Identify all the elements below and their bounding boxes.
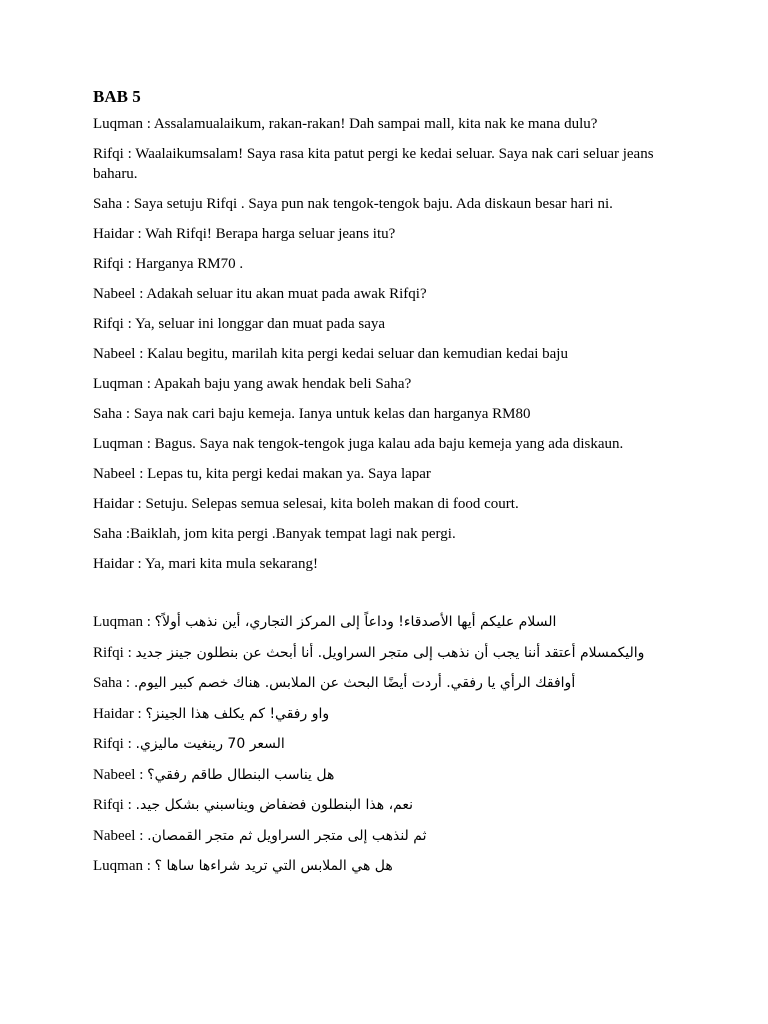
arabic-dialogue-line (93, 643, 683, 664)
speaker-label: Rifqi : (93, 644, 136, 661)
arabic-text: هل يناسب البنطال طاقم رفقي؟ (147, 766, 335, 783)
arabic-dialogue-line (93, 826, 683, 847)
speaker-label: Nabeel : (93, 827, 148, 844)
arabic-dialogue (93, 612, 683, 877)
speaker-label: Saha : (93, 675, 134, 691)
arabic-text: ثم لنذهب إلى متجر السراويل ثم متجر القمصان. (147, 827, 427, 844)
section-gap (93, 584, 683, 612)
dialogue-line: Haidar : Setuju. Selepas semua selesai, kita boleh makan di food court. (93, 496, 519, 512)
arabic-dialogue-line (93, 856, 683, 877)
arabic-dialogue-line (93, 673, 683, 694)
arabic-text: أوافقك الرأي يا رفقي. أردت أيضًا البحث عن الملابس. هناك خصم كبير اليوم. (133, 675, 576, 691)
speaker-label: Luqman : (93, 858, 155, 874)
dialogue-line: Saha :Baiklah, jom kita pergi .Banyak tempat lagi nak pergi. (93, 526, 456, 542)
dialogue-line: Nabeel : Adakah seluar itu akan muat pada awak Rifqi? (93, 286, 427, 302)
speaker-label: Luqman : (93, 614, 155, 630)
arabic-text: واو رفقي! كم يكلف هذا الجينز؟ (145, 705, 330, 722)
dialogue-line: Nabeel : Lepas tu, kita pergi kedai makan ya. Saya lapar (93, 466, 431, 482)
dialogue-line: Luqman : Bagus. Saya nak tengok-tengok juga kalau ada baju kemeja yang ada diskaun. (93, 436, 624, 452)
arabic-dialogue-line (93, 612, 683, 633)
dialogue-line: Rifqi : Harganya RM70 . (93, 256, 244, 272)
speaker-label: Nabeel : (93, 766, 148, 783)
arabic-text: السعر 70 رينغيت ماليزي. (135, 736, 285, 752)
dialogue-line: Luqman : Assalamualaikum, rakan-rakan! Dah sampai mall, kita nak ke mana dulu? (93, 116, 598, 132)
dialogue-line: Saha : Saya setuju Rifqi . Saya pun nak tengok-tengok baju. Ada diskaun besar hari ni. (93, 196, 613, 212)
speaker-label: Rifqi : (93, 797, 136, 813)
dialogue-line: Haidar : Wah Rifqi! Berapa harga seluar jeans itu? (93, 226, 396, 242)
arabic-dialogue-line (93, 795, 683, 816)
dialogue-line: Haidar : Ya, mari kita mula sekarang! (93, 556, 318, 572)
dialogue-line: Rifqi : Ya, seluar ini longgar dan muat pada saya (93, 316, 386, 332)
arabic-dialogue-line (93, 765, 683, 786)
chapter-title: BAB 5 (93, 87, 141, 106)
dialogue-line: Nabeel : Kalau begitu, marilah kita pergi kedai seluar dan kemudian kedai baju (93, 346, 568, 362)
document-page (93, 86, 683, 887)
malay-dialogue (93, 114, 683, 574)
speaker-label: Rifqi : (93, 736, 136, 752)
dialogue-line: Saha : Saya nak cari baju kemeja. Ianya untuk kelas dan harganya RM80 (93, 406, 531, 422)
arabic-text: هل هي الملابس التي تريد شراءها ساها ؟ (154, 858, 393, 874)
speaker-label: Haidar : (93, 705, 146, 722)
arabic-text: واليكمسلام أعتقد أننا يجب أن نذهب إلى متجر السراويل. أنا أبحث عن بنطلون جينز جديد (135, 644, 645, 661)
arabic-text: السلام عليكم أيها الأصدقاء! وداعاً إلى المركز التجاري، أين نذهب أولاً؟ (154, 614, 557, 630)
arabic-dialogue-line (93, 704, 683, 725)
arabic-text: نعم، هذا البنطلون فضفاض ويناسبني بشكل جيد. (135, 797, 414, 813)
arabic-dialogue-line (93, 734, 683, 755)
dialogue-line: Rifqi : Waalaikumsalam! Saya rasa kita patut pergi ke kedai seluar. Saya nak cari seluar jeans baharu. (93, 146, 654, 182)
dialogue-line: Luqman : Apakah baju yang awak hendak beli Saha? (93, 376, 412, 392)
